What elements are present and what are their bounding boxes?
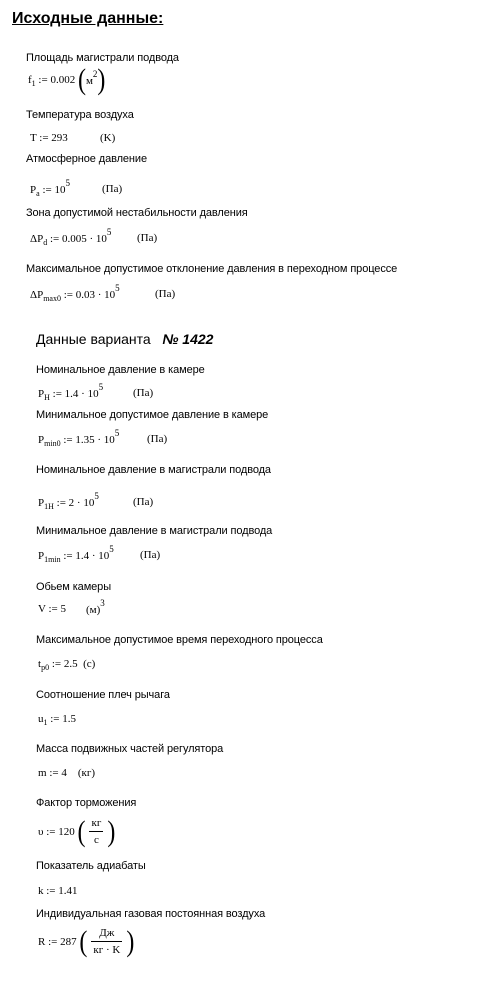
adiab-label: Показатель адиабаты [36, 860, 146, 872]
p1min-label: Минимальное давление в магистрали подвода [36, 525, 273, 537]
gas-unit-fraction: $\frac{Дж}{кг \cdot K}$ [93, 927, 121, 956]
time-label: Максимальное допустимое время переходного процесса [36, 634, 323, 646]
dev-label: Максимальное допустимое отклонение давления в переходном процессе [26, 263, 398, 275]
temp-unit: (K) [100, 132, 116, 144]
pmin-formula: $P_{min0}$ := $1.35 \cdot 10^5$ [38, 428, 120, 448]
atm-label: Атмосферное давление [26, 153, 147, 165]
right-paren: ) [126, 925, 135, 958]
p1n-label: Номинальное давление в магистрали подвода [36, 464, 271, 476]
lever-formula: $u_1$ := 1.5 [38, 713, 77, 727]
pmin-label: Минимальное допустимое давление в камере [36, 409, 269, 421]
page-title: Исходные данные: [12, 10, 164, 27]
gas-formula: R := 287 ( $\frac{Дж}{кг \cdot K}$ ) [38, 925, 135, 958]
atm-unit: (Па) [102, 183, 123, 195]
vol-label: Обьем камеры [36, 581, 111, 593]
right-paren: ) [97, 63, 106, 97]
mass-label: Масса подвижных частей регулятора [36, 743, 224, 755]
left-paren: ( [79, 925, 88, 958]
vol-unit: $(м)^3$ [86, 598, 105, 616]
pn-unit: (Па) [133, 387, 154, 399]
pmin-unit: (Па) [147, 433, 168, 445]
p1n-formula: $P_{1H}$ := $2 \cdot 10^5$ [38, 491, 99, 511]
pn-label: Номинальное давление в камере [36, 364, 205, 376]
atm-formula: $P_a$ := $10^5$ [30, 178, 70, 198]
temp-label: Температура воздуха [26, 109, 134, 121]
adiab-formula: k := 1.41 [38, 885, 78, 897]
zone-unit: (Па) [137, 232, 158, 244]
pn-formula: $P_H$ := $1.4 \cdot 10^5$ [38, 382, 104, 402]
gas-label: Индивидуальная газовая постоянная воздуха [36, 908, 266, 920]
temp-formula: T := 293 [30, 132, 68, 144]
lever-label: Соотношение плеч рычага [36, 689, 170, 701]
p1min-unit: (Па) [140, 549, 161, 561]
time-formula: $t_{p0}$ := 2.5 (c) [38, 658, 96, 672]
p1n-unit: (Па) [133, 496, 154, 508]
variant-title: Данные варианта № 1422 [36, 331, 214, 347]
right-paren: ) [107, 815, 116, 848]
variant-number: № 1422 [162, 331, 214, 347]
p1min-formula: $P_{1min}$ := $1.4 \cdot 10^5$ [38, 544, 114, 564]
mass-formula: m := 4 (кг) [38, 767, 96, 779]
left-paren: ( [77, 815, 86, 848]
area-formula: $f_1$ := 0.002 $(м^2)$ [28, 63, 106, 97]
zone-formula: $\Delta P_d$ := $0.005 \cdot 10^5$ [30, 227, 112, 247]
dev-formula: $\Delta P_{max0}$ := $0.03 \cdot 10^5$ [30, 283, 120, 303]
vol-formula: V := 5 [38, 603, 67, 615]
left-paren: ( [77, 63, 86, 97]
brake-unit-fraction: $\frac{кг}{c}$ [91, 817, 102, 846]
zone-label: Зона допустимой нестабильности давления [26, 207, 248, 219]
brake-formula: υ := 120 ( $\frac{кг}{c}$ ) [38, 815, 116, 848]
dev-unit: (Па) [155, 288, 176, 300]
brake-label: Фактор торможения [36, 797, 137, 809]
area-label: Площадь магистрали подвода [26, 52, 179, 64]
